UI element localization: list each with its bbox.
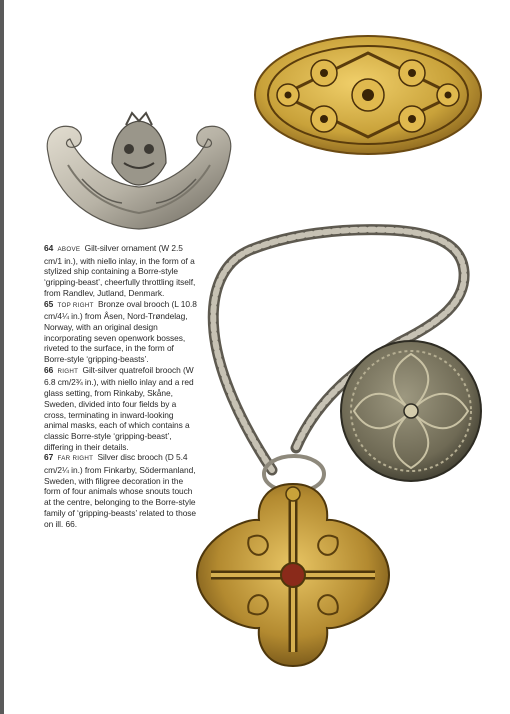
caption-number: 65 [44,298,54,309]
caption-64 [44,243,198,299]
disc-brooch-image [338,338,484,484]
caption-65 [44,299,198,365]
ship-ornament-image [42,105,236,233]
caption-66 [44,365,198,453]
caption-text: Gilt-silver quatrefoil brooch (W 6.8 cm/2¾ in.), with niello inlay and a red glass setting, from Rinkaby, Skåne, Sweden, divided into four fields by a cross, terminating in inward-looking animal masks, each of which contains a classic Borre-style ‘gripping-beast’, differing in their details. [44,364,194,452]
caption-number: 66 [44,364,54,375]
quatrefoil-brooch-image [193,480,393,670]
caption-text: Bronze oval brooch (L 10.8 cm/4¼ in.) from Åsen, Nord-Trøndelag, Norway, with an original design incorporating seven openwork bosses, riveted to the surface, in the form of Borre-style ‘gripping-beasts’. [44,298,197,365]
caption-position: FAR RIGHT [57,455,94,463]
caption-position: ABOVE [57,246,81,253]
caption-position: RIGHT [57,367,79,375]
caption-number: 64 [44,243,54,253]
oval-brooch-image [252,33,484,157]
caption-position: TOP RIGHT [57,301,94,309]
caption-number: 67 [44,452,54,463]
caption-text: Silver disc brooch (D 5.4 cm/2¼ in.) from Finkarby, Södermanland, Sweden, with filigree decoration in the form of four animals whose snouts touch at the centre, belonging to the Borre-style family of ‘gripping-beasts’ related to those on ill. 66. [44,452,197,529]
caption-block [44,243,198,529]
caption-text: Gilt-silver ornament (W 2.5 cm/1 in.), with niello inlay, in the form of a stylized ship containing a Borre-style ‘gripping-beast’, cheerfully throttling itself, from Randlev, Jutland, Denmark. [44,243,196,298]
page-edge [0,0,4,714]
caption-67 [44,452,198,529]
